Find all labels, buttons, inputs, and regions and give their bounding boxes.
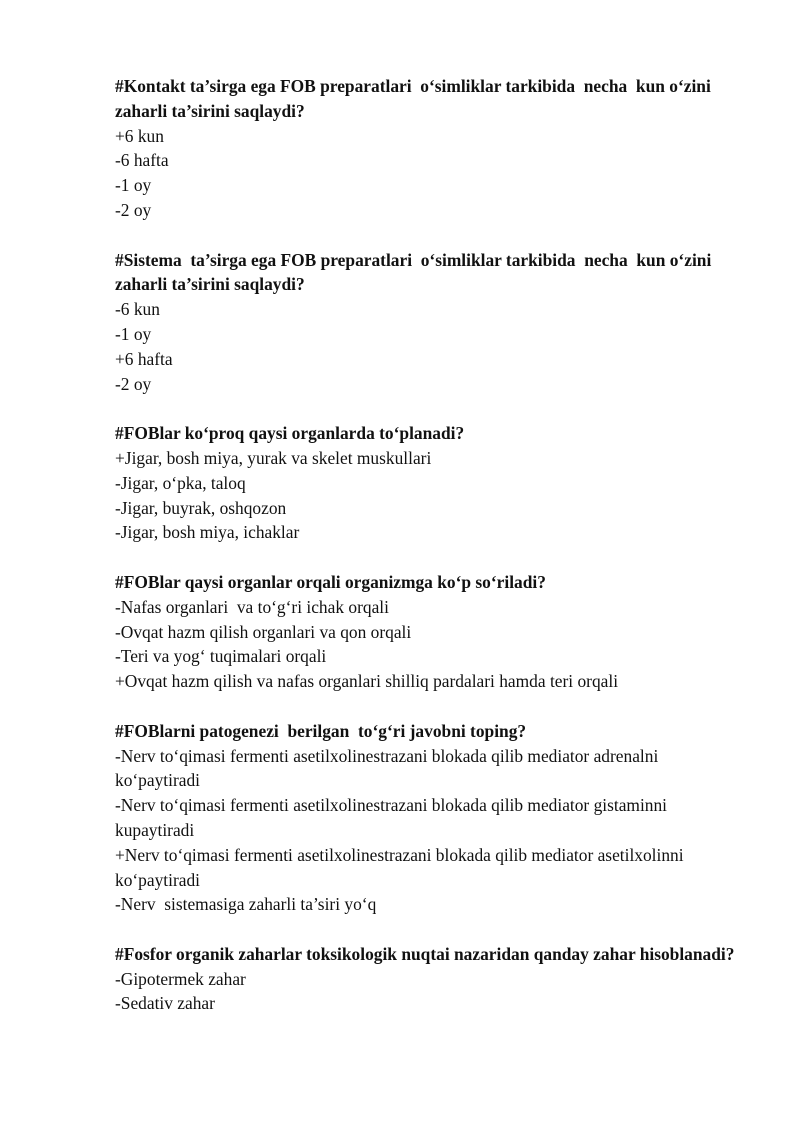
question-text: #Fosfor organik zaharlar toksikologik nuqtai nazaridan qanday zahar hisoblanadi? <box>115 943 735 964</box>
answer-option: -Jigar, buyrak, oshqozon <box>115 497 287 518</box>
answer-option: +Nerv to‘qimasi fermenti asetilxolinestrazani blokada qilib mediator asetilxolinni ko‘paytiradi <box>115 844 688 890</box>
answer-option: -2 oy <box>115 373 152 394</box>
answer-option: +Ovqat hazm qilish va nafas organlari shilliq pardalari hamda teri orqali <box>115 671 619 692</box>
answer-option: -Teri va yog‘ tuqimalari orqali <box>115 646 327 667</box>
question-block-2 <box>115 248 735 397</box>
answer-option: -Ovqat hazm qilish organlari va qon orqali <box>115 621 412 642</box>
question-text: #FOBlar ko‘proq qaysi organlarda to‘planadi? <box>115 423 465 444</box>
answer-option: -1 oy <box>115 323 152 344</box>
answer-option: -Nafas organlari va to‘g‘ri ichak orqali <box>115 596 389 617</box>
answer-option: -6 kun <box>115 299 160 320</box>
answer-option: -Gipotermek zahar <box>115 968 246 989</box>
question-text: #Sistema ta’sirga ega FOB preparatlari o‘simliklar tarkibida necha kun o‘zini zaharli ta’sirini saqlaydi? <box>115 249 720 295</box>
answer-option: +6 hafta <box>115 348 173 369</box>
question-text: #Kontakt ta’sirga ega FOB preparatlari o‘simliklar tarkibida necha kun o‘zini zaharli ta’sirini saqlaydi? <box>115 76 720 121</box>
question-block-6 <box>115 942 735 1016</box>
question-block-3 <box>115 421 735 545</box>
answer-option: -2 oy <box>115 199 152 220</box>
answer-option: -Jigar, o‘pka, taloq <box>115 472 246 493</box>
question-block-4 <box>115 570 735 694</box>
answer-option: -Nerv to‘qimasi fermenti asetilxolinestrazani blokada qilib mediator gistaminni kupaytiradi <box>115 795 672 840</box>
question-block-1 <box>115 74 735 223</box>
document-page <box>115 74 735 1041</box>
answer-option: -Jigar, bosh miya, ichaklar <box>115 522 300 543</box>
answer-option: +6 kun <box>115 125 164 146</box>
answer-option: -Nerv to‘qimasi fermenti asetilxolinestrazani blokada qilib mediator adrenalni ko‘paytiradi <box>115 745 663 791</box>
answer-option: +Jigar, bosh miya, yurak va skelet muskullari <box>115 447 432 468</box>
answer-option: -6 hafta <box>115 150 169 171</box>
question-text: #FOBlarni patogenezi berilgan to‘g‘ri javobni toping? <box>115 720 527 741</box>
answer-option: -Nerv sistemasiga zaharli ta’siri yo‘q <box>115 894 377 915</box>
question-block-5 <box>115 719 735 917</box>
answer-option: -1 oy <box>115 175 152 196</box>
answer-option: -Sedativ zahar <box>115 993 215 1014</box>
question-text: #FOBlar qaysi organlar orqali organizmga ko‘p so‘riladi? <box>115 571 546 592</box>
